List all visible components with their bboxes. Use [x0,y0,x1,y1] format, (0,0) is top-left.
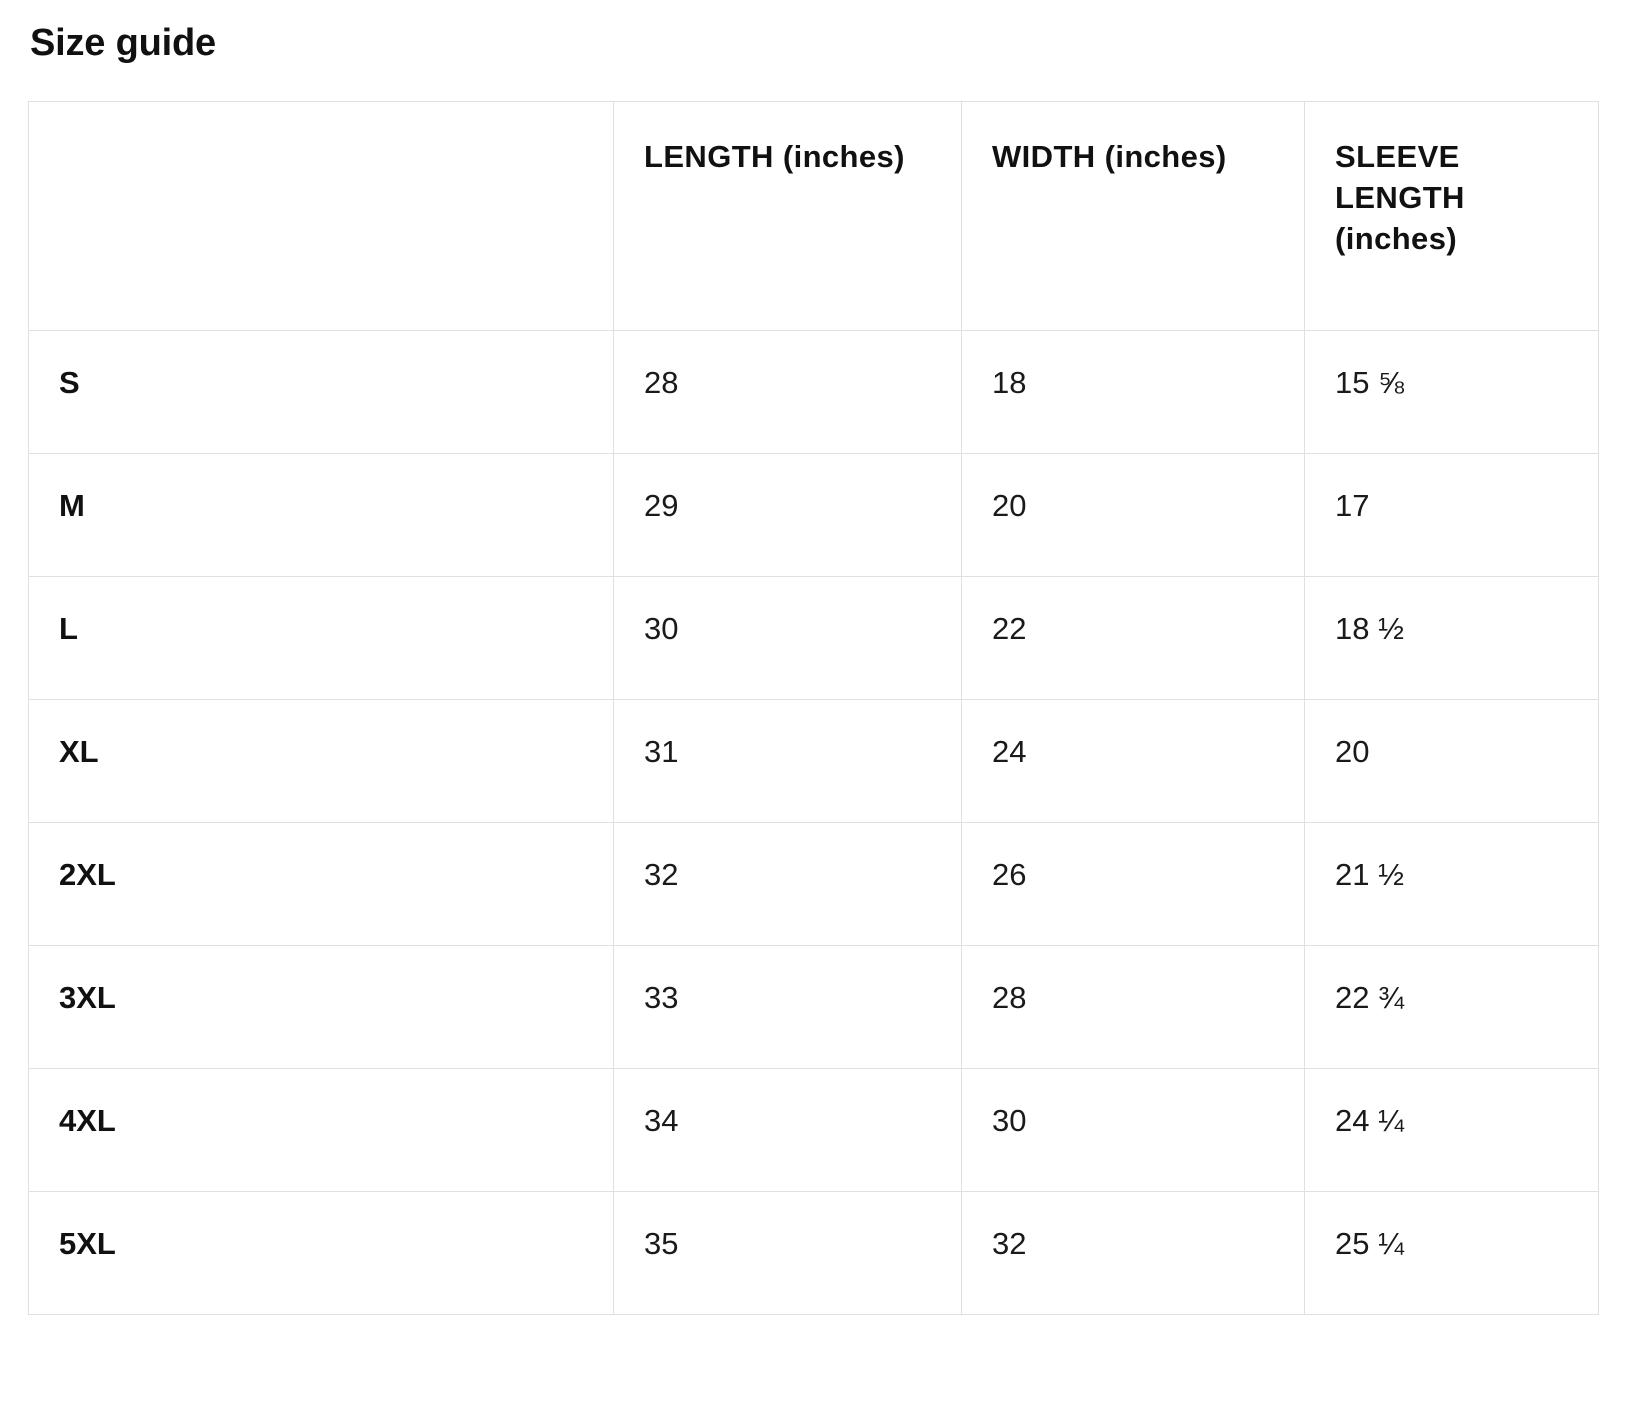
column-header-sleeve-length: SLEEVE LENGTH (inches) [1305,102,1599,331]
row-size-label: 2XL [29,823,614,946]
row-width-value: 22 [962,577,1305,700]
row-size-label: 4XL [29,1069,614,1192]
row-width-value: 26 [962,823,1305,946]
row-sleeve-value: 17 [1305,454,1599,577]
table-row [29,823,1599,946]
row-sleeve-value: 25 ¼ [1305,1192,1599,1315]
row-size-label: S [29,331,614,454]
row-width-value: 32 [962,1192,1305,1315]
row-sleeve-value: 24 ¼ [1305,1069,1599,1192]
table-body [29,331,1599,1315]
size-guide-table [28,101,1599,1315]
table-row [29,1192,1599,1315]
table-row [29,454,1599,577]
row-width-value: 20 [962,454,1305,577]
row-sleeve-value: 15 ⅝ [1305,331,1599,454]
row-size-label: XL [29,700,614,823]
row-width-value: 24 [962,700,1305,823]
row-width-value: 30 [962,1069,1305,1192]
row-size-label: L [29,577,614,700]
row-width-value: 28 [962,946,1305,1069]
row-length-value: 30 [614,577,962,700]
column-header-width: WIDTH (inches) [962,102,1305,331]
page-title: Size guide [30,22,216,64]
row-sleeve-value: 20 [1305,700,1599,823]
row-length-value: 31 [614,700,962,823]
row-length-value: 32 [614,823,962,946]
row-length-value: 28 [614,331,962,454]
table-row [29,577,1599,700]
row-length-value: 29 [614,454,962,577]
table-row [29,1069,1599,1192]
table-header [29,102,1599,331]
table-row [29,700,1599,823]
column-header-size [29,102,614,331]
row-size-label: 3XL [29,946,614,1069]
table-row [29,331,1599,454]
row-sleeve-value: 21 ½ [1305,823,1599,946]
row-size-label: M [29,454,614,577]
column-header-length: LENGTH (inches) [614,102,962,331]
table-header-row [29,102,1599,331]
table-row [29,946,1599,1069]
row-sleeve-value: 18 ½ [1305,577,1599,700]
row-length-value: 35 [614,1192,962,1315]
row-length-value: 33 [614,946,962,1069]
row-sleeve-value: 22 ¾ [1305,946,1599,1069]
row-size-label: 5XL [29,1192,614,1315]
row-length-value: 34 [614,1069,962,1192]
row-width-value: 18 [962,331,1305,454]
